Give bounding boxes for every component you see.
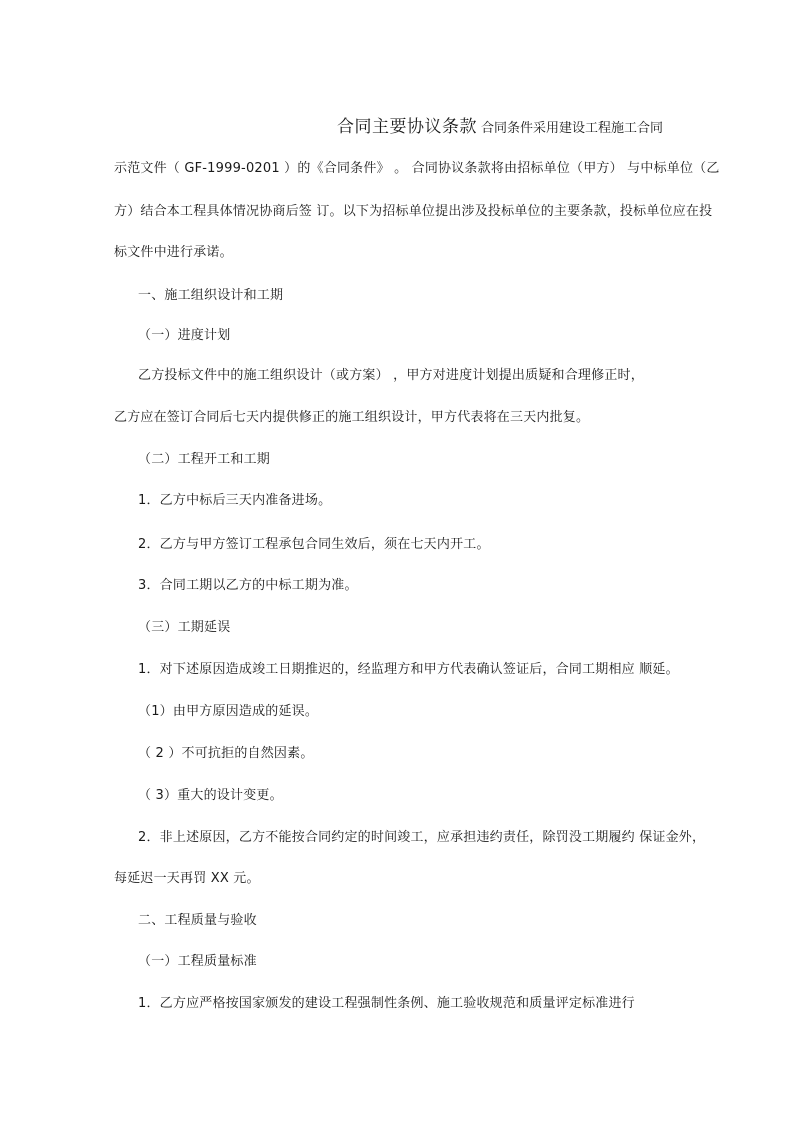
subsection-heading: （二）工程开工和工期 [138,452,271,467]
list-item: （ 2 ）不可抗拒的自然因素。 [138,746,314,761]
body-line: 方）结合本工程具体情况协商后签 订。以下为招标单位提出涉及投标单位的主要条款，投标单位应在投 [114,204,713,219]
list-item: 2．非上述原因，乙方不能按合同约定的时间竣工，应承担违约责任，除罚没工期履约 保证金外， [138,830,706,845]
subsection-heading: （一）工程质量标准 [138,954,257,969]
list-item: 1．乙方中标后三天内准备进场。 [138,493,332,508]
body-line: 示范文件（ GF-1999-0201 ）的《合同条件》 。 合同协议条款将由招标单位（甲方） 与中标单位（乙 [114,161,720,176]
body-line: 乙方应在签订合同后七天内提供修正的施工组织设计，甲方代表将在三天内批复。 [114,410,590,425]
section-heading: 一、施工组织设计和工期 [138,288,284,303]
list-item: （1）由甲方原因造成的延误。 [138,704,319,719]
subsection-heading: （一）进度计划 [138,328,231,343]
list-item: 1．乙方应严格按国家颁发的建设工程强制性条例、施工验收规范和质量评定标准进行 [138,996,635,1011]
list-item: （ 3）重大的设计变更。 [138,788,283,803]
section-heading: 二、工程质量与验收 [138,913,257,928]
list-item: 2．乙方与甲方签订工程承包合同生效后，须在七天内开工。 [138,537,490,552]
document-title-continuation: 合同条件采用建设工程施工合同 [481,121,664,136]
list-item: 1．对下述原因造成竣工日期推迟的，经监理方和甲方代表确认签证后，合同工期相应 顺延。 [138,662,679,677]
body-line: 乙方投标文件中的施工组织设计（或方案） ，甲方对进度计划提出质疑和合理修正时， [138,368,644,383]
document-title: 合同主要协议条款 [337,117,477,137]
document-title-line [337,116,663,140]
body-line: 每延迟一天再罚 XX 元。 [114,871,260,886]
list-item: 3．合同工期以乙方的中标工期为准。 [138,578,358,593]
subsection-heading: （三）工期延误 [138,620,231,635]
body-line: 标文件中进行承诺。 [114,245,233,260]
